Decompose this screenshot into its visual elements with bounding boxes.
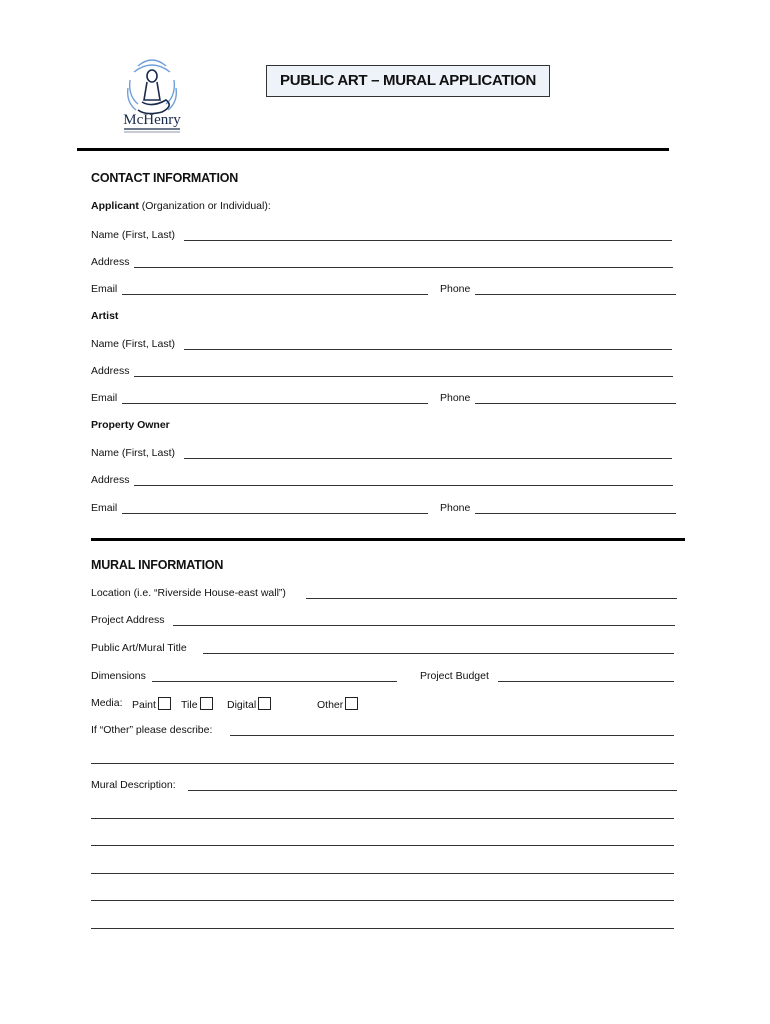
tile-checkbox[interactable] [200,697,213,710]
other-describe-label: If “Other” please describe: [91,724,213,736]
applicant-label: Applicant [91,200,139,212]
owner-label: Property Owner [91,419,170,431]
artist-name-field[interactable] [184,349,672,350]
artist-name-label: Name (First, Last) [91,338,176,350]
owner-name-label: Name (First, Last) [91,447,176,459]
media-option-digital[interactable] [227,697,271,711]
other-checkbox[interactable] [345,697,358,710]
artist-phone-field[interactable] [475,403,676,404]
other-describe-field-2[interactable] [91,763,674,764]
mchenry-logo [116,52,188,138]
applicant-name-field[interactable] [184,240,672,241]
owner-address-label: Address [91,474,130,486]
media-paint-label: Paint [132,699,156,711]
applicant-note: (Organization or Individual): [141,200,271,212]
artist-phone-label: Phone [440,392,471,404]
description-line[interactable] [91,845,674,846]
description-line[interactable] [91,818,674,819]
artist-address-label: Address [91,365,130,377]
applicant-heading [91,200,271,212]
owner-phone-field[interactable] [475,513,676,514]
applicant-name-label: Name (First, Last) [91,229,176,241]
applicant-address-field[interactable] [134,267,673,268]
owner-email-label: Email [91,502,118,514]
media-other-label: Other [317,699,344,711]
description-line[interactable] [91,873,674,874]
mural-title-label: Public Art/Mural Title [91,642,187,654]
description-line[interactable] [91,928,674,929]
description-label: Mural Description: [91,779,176,791]
artist-label: Artist [91,310,119,322]
media-label: Media: [91,697,123,709]
top-divider [77,148,669,151]
description-line[interactable] [91,900,674,901]
project-address-field[interactable] [173,625,675,626]
owner-name-field[interactable] [184,458,672,459]
section-divider [91,538,685,541]
other-describe-field[interactable] [230,735,674,736]
mural-heading: MURAL INFORMATION [91,558,224,572]
artist-address-field[interactable] [134,376,673,377]
applicant-email-field[interactable] [122,294,428,295]
paint-checkbox[interactable] [158,697,171,710]
svg-text:McHenry: McHenry [123,112,181,128]
budget-label: Project Budget [420,670,489,682]
applicant-phone-field[interactable] [475,294,676,295]
owner-phone-label: Phone [440,502,471,514]
media-option-paint[interactable] [132,697,171,711]
artist-email-label: Email [91,392,118,404]
contact-heading: CONTACT INFORMATION [91,171,239,185]
dimensions-field[interactable] [152,681,397,682]
applicant-email-label: Email [91,283,118,295]
project-address-label: Project Address [91,614,165,626]
applicant-address-label: Address [91,256,130,268]
media-option-other[interactable] [317,697,358,711]
dimensions-label: Dimensions [91,670,146,682]
media-digital-label: Digital [227,699,257,711]
location-field[interactable] [306,598,677,599]
digital-checkbox[interactable] [258,697,271,710]
artist-email-field[interactable] [122,403,428,404]
budget-field[interactable] [498,681,674,682]
applicant-phone-label: Phone [440,283,471,295]
owner-email-field[interactable] [122,513,428,514]
form-title: PUBLIC ART – MURAL APPLICATION [266,65,550,97]
owner-address-field[interactable] [134,485,673,486]
media-tile-label: Tile [181,699,198,711]
mural-title-field[interactable] [203,653,674,654]
description-field[interactable] [188,790,677,791]
location-label: Location (i.e. “Riverside House-east wall”) [91,587,286,599]
media-option-tile[interactable] [181,697,213,711]
